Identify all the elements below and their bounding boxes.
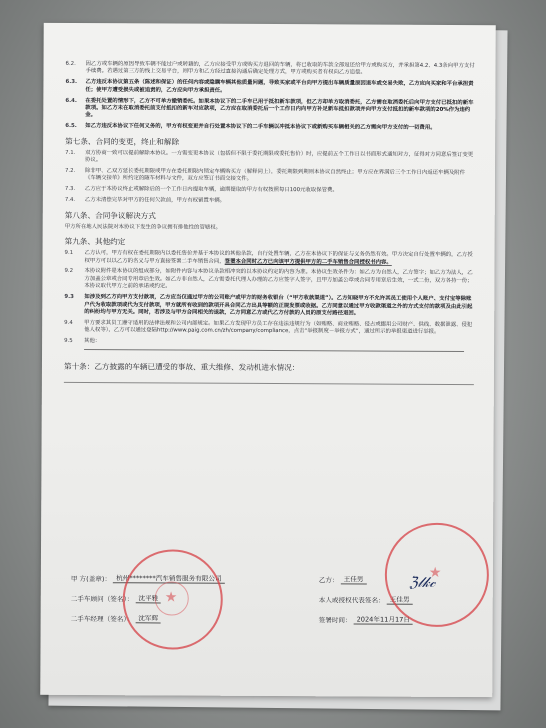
other-terms-blank-line bbox=[84, 349, 464, 352]
sign-date: 2024年11月17日 bbox=[354, 613, 413, 624]
clause-text: 如涉及到乙方向甲方支付款项，乙方应当仅通过甲方的公司账户或甲方的财务收银台（“甲方收款渠道”）。乙方知晓甲方不允许其员工使用个人账户、支付宝等除账户代为收取款项或代为支付款项，甲方就所有收到的款项开具合同乙方出具等额的正规发票或收据。乙方同意以通过甲方收款渠道之外的方式支付的款项及由此引起的纠纷均与甲方无关。同时，若涉及与甲方合同相关的退款，乙方同意乙方或代乙方付款的人员的原支付路径退回。 bbox=[84, 294, 473, 317]
party-b-label: 乙方： bbox=[318, 576, 339, 585]
manager-label: 二手车经理（签名）： bbox=[70, 614, 134, 624]
clause-number: 7.4. bbox=[64, 197, 76, 204]
clause-number: 9.4 bbox=[64, 319, 73, 326]
clause-number: 7.1. bbox=[65, 149, 76, 156]
clause-9-5 bbox=[64, 338, 474, 355]
clause-number: 9.1 bbox=[64, 250, 74, 257]
clause-number: 6.5. bbox=[65, 123, 77, 130]
contract-body bbox=[64, 61, 476, 386]
authorized-label: 本人或授权代表签名： bbox=[318, 596, 385, 605]
clause-text: 如乙方违反本协议下任何义务的，甲方有权变更并自行处置本协议下的二手车辆以冲抵本协议下或新购买车辆相关的乙方需向甲方支付的一切费用。 bbox=[85, 123, 436, 132]
clause-6-2 bbox=[65, 61, 475, 78]
party-a-label: 甲 方(盖章)： bbox=[70, 574, 112, 584]
clause-number: 6.2. bbox=[65, 60, 76, 67]
clause-number: 9.3 bbox=[64, 294, 74, 301]
clause-9-3 bbox=[64, 294, 474, 318]
clause-7-1 bbox=[65, 150, 475, 167]
clause-7-3 bbox=[65, 186, 475, 196]
clause-text: 双方协商一致可以提前解除本协议。一方需变更本协议（包括但不限于委托期限或委托售价）时，应提前五个工作日以书面形式通知对方，征得对方同意后签订变更协议。 bbox=[85, 149, 474, 164]
seal-star-icon: ★ bbox=[164, 589, 178, 606]
clause-number: 9.5 bbox=[64, 338, 73, 345]
consultant-signature: 沈平雅 bbox=[135, 592, 161, 603]
authorized-signature: 王佳男 bbox=[387, 594, 413, 605]
clause-underlined-text: 签署本合同时乙方已向该甲方提供甲方的二手车销售合同授权书内容。 bbox=[224, 258, 392, 266]
clause-text: 乙方未清偿完毕对甲方的任何欠款前，甲方有权留置车辆。 bbox=[84, 197, 226, 205]
clause-text: 乙方认可，甲方有权在委托期限内以委托售价并基于本协议的其他条款，自行处置车辆，乙方在本协议下的保证与义务仍然有效。甲方决定自行处置车辆的，乙方授权甲方可以以乙方的名义与甲方直接签署二手车销售合同， bbox=[84, 250, 473, 265]
clause-9-1 bbox=[64, 250, 474, 267]
clause-body bbox=[84, 338, 474, 355]
company-seal-stamp bbox=[122, 549, 223, 650]
section-8-text: 甲方所在地人民法院对本协议下发生的争议拥有排他性的管辖权。 bbox=[64, 223, 222, 231]
clause-6-4 bbox=[65, 98, 475, 122]
clause-number: 9.2 bbox=[64, 268, 74, 275]
company-seal-stamp-right bbox=[385, 523, 490, 628]
clause-text: 乙方违反本协议第五条（陈述和保证）的任何内容或隐瞒车辆其他质量问题，导致买家或平台向甲方提出车辆质量原因退车或交易失败，乙方应向买家和平台承担责任；使甲方遭受损失或被追责的，乙方应向甲方承担责任。 bbox=[85, 79, 474, 94]
clause-number: 7.2. bbox=[64, 167, 76, 175]
contract-page bbox=[40, 23, 496, 697]
handwritten-signature-mark: ℨ𝓁𝓀𝒸 bbox=[408, 574, 436, 591]
clause-text: 本协议附件是本协议的组成部分，如附件内容与本协议条款相冲突的以本协议约定的内容为准。本协议生效条件为：如乙方为自然人，乙方签字；如乙方为法人，乙方加盖公章或合同专用章后生效。如乙方非自然人，乙方需委托代理人办理的乙方应签字人签字，且甲方加盖公章或合同专用章后生效，一式二份，双方各持一份；本协议取代甲方之前的承诺或约定。 bbox=[84, 268, 473, 290]
clause-6-5 bbox=[65, 123, 475, 133]
section-7-heading: 第七条、合同的变更，终止和解除 bbox=[65, 136, 180, 147]
section-9-heading: 第九条、其他约定 bbox=[64, 237, 126, 247]
section-10-blank-line bbox=[64, 382, 474, 385]
signature-area bbox=[62, 563, 473, 675]
seal-star-icon: ★ bbox=[428, 564, 442, 581]
clause-body bbox=[84, 250, 474, 267]
clause-7-4 bbox=[65, 197, 475, 207]
clause-text: 除非甲、乙双方延长委托期限或甲方在委托期限内锁定车辆购买方（解释同上），委托期限到期则本协议自然终止；甲方应在界满后三个工作日内返还车辆及附件《车辆交接单》所约定的随车材料与文件，双方应签订书面交接文件。 bbox=[84, 168, 466, 183]
date-label: 签署时间： bbox=[318, 616, 352, 625]
consultant-label: 二手车顾问（签名）： bbox=[70, 594, 134, 604]
clause-text: 因乙方或车辆的原因导致车辆不能过户或转籍的，乙方应接受甲方或购买方退回的车辆，将已收取的车款全部返还给甲方或购买方，并承担第4.2、4.3条向甲方支付手续费。若遇过第三方的线上交易平台，则甲方和乙方经过直接沟通后确定处理方式，甲方或购买者有权向乙方追偿。 bbox=[85, 61, 475, 76]
party-b-name: 王佳男 bbox=[341, 573, 367, 584]
clause-text: 甲方要求其员工遵守适用的法律法规和公司内部规定。如果乙方发现甲方员工存在违法违规行为（如贿赂、商业贿赂、侵占或挪用公司财产、供线、数据泄露、侵犯他人权等），乙方可以通过登陆http://www.paig.com.cn/zh/company/compliance，点击“举报制度－举报方式”，通过所示的举报渠道进行举报。 bbox=[84, 319, 473, 336]
clause-number: 6.4. bbox=[65, 97, 77, 104]
clause-text: 乙方应于本协议终止或解除后的一个工作日内提取车辆，逾期提取的甲方有权按照每日100元收取保管费。 bbox=[84, 186, 338, 194]
clause-9-4 bbox=[64, 320, 474, 337]
manager-signature: 沈军辉 bbox=[135, 612, 161, 623]
section-8-heading: 第八条、合同争议解决方式 bbox=[64, 210, 156, 221]
clause-number: 6.3. bbox=[65, 79, 78, 86]
clause-6-3 bbox=[65, 79, 475, 96]
clause-number: 7.3. bbox=[64, 186, 76, 193]
clause-text: 其他： bbox=[84, 338, 101, 345]
clause-7-2 bbox=[65, 168, 475, 185]
clause-text: 在委托处置的情形下，乙方不可单方撤销委托。如果本协议下的二手车已用于抵扣新车款项，但乙方却单方取消委托，乙方需在取消委托后向甲方支付已抵扣的新车款项。如乙方未在取消委托前支付抵扣的新车对应款项，乙方应在取消委托后一个工作日内向甲方补足新车抵扣款项并向甲方支付抵扣的新车款项的20%作为违约金。 bbox=[85, 97, 474, 119]
clause-9-2 bbox=[64, 268, 474, 292]
party-a-name: 杭州********汽车销售服务有限公司 bbox=[113, 572, 225, 584]
section-10-heading: 第十条：乙方披露的车辆已遭受的事故、重大维修、发动机进水情况： bbox=[63, 361, 300, 373]
